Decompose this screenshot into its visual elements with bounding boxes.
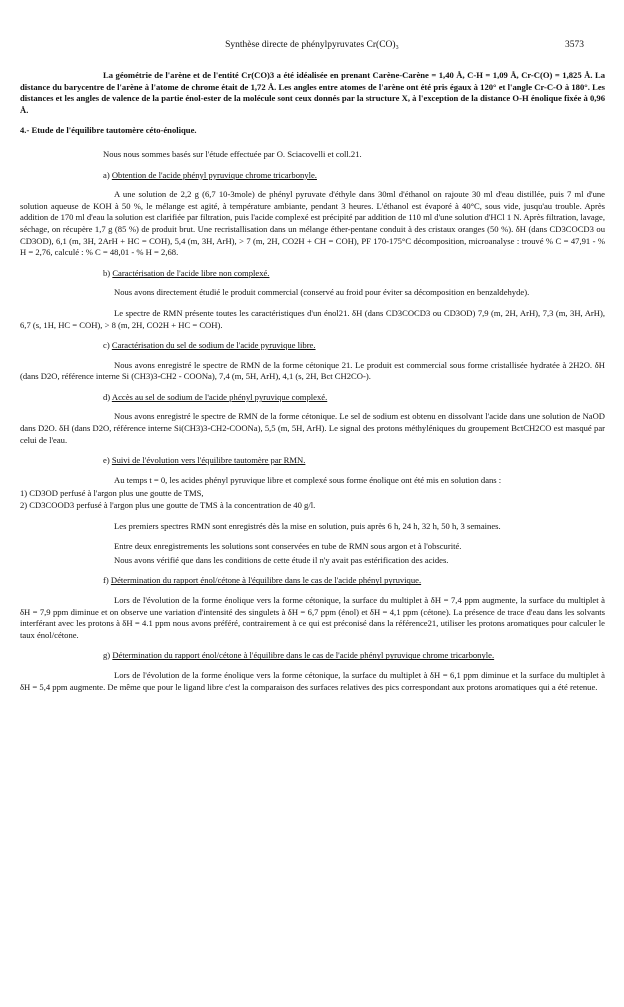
subsection-a-text: A une solution de 2,2 g (6,7 10-3mole) de phényl pyruvate d'éthyle dans 30ml d'éthanol on rajoute 30 ml d'eau distillée, puis 7 ml d'une solution aqueuse de KOH à 50 %, le mélange est agité, à température ambiante, pendant 3 heures. L'éthanol est évaporé à 40°C, sous vide, jusqu'au trouble. Après addition de 170 ml d'eau la solution est clarifiée par filtration, puis l'acide complexé est précipité par addition de 110 ml d'une solution d'HCl 1 N. Après filtration, lavage, séchage, on récupère 1,7 g (85 %) de produit brut. Une recristallisation dans un mélange éther-pentane conduit à des cristaux oranges (50 %). δH (dans CD3COCD3 ou CD3OD), 6,1 (m, 3H, 2ArH + HC = COH), 5,4 (m, 3H, ArH), > 7 (m, 2H, CO2H + CH = COH), PF 170-175°C décomposition, microanalyse : trouvé % C = 47,91 - % H = 2,76, calculé : % C = 48,01 - % H = 2,68. — [20, 189, 605, 258]
subsection-b-text2: Le spectre de RMN présente toutes les caractéristiques d'un énol21. δH (dans CD3COCD3 ou CD3OD) 7,9 (m, 2H, ArH), 7,3 (m, 3H, ArH), 6,7 (s, 1H, HC = COH), > 8 (m, 2H, CO2H + HC = COH). — [20, 307, 605, 330]
subsection-d-text: Nous avons enregistré le spectre de RMN de la forme cétonique. Le sel de sodium est obtenu en dissolvant l'acide dans une solution de NaOD dans D2O. δH (dans D2O, référence interne Si(CH3)3-CH2-COONa), 5,5 (m, 5H, ArH). Le signal des protons méthyléniques du groupement BctCH2CO est masqué par celui de l'eau. — [20, 411, 605, 445]
subsection-d-heading — [103, 392, 605, 404]
subsection-f-label: f) — [103, 575, 109, 586]
subsection-g-label: g) — [103, 650, 111, 661]
page-number: 3573 — [565, 40, 584, 50]
subsection-g-heading — [103, 650, 605, 662]
subsection-g-title: Détermination du rapport énol/cétone à l'équilibre dans le cas de l'acide phényl pyruvique chrome tricarbonyle. — [112, 650, 495, 661]
subsection-c-heading — [103, 340, 605, 352]
subsection-b-title: Caractérisation de l'acide libre non complexé. — [112, 267, 270, 278]
subsection-a-title: Obtention de l'acide phényl pyruvique chrome tricarbonyle. — [111, 169, 317, 180]
subsection-c-text: Nous avons enregistré le spectre de RMN de la forme cétonique 21. Le produit est commercial sous forme cristallisée hydratée à 2H2O. δH (dans D2O, référence interne Si (CH3)3-CH2 - COONa), 7,4 (m, 5H, ArH), 4,1 (s, 2H, Bct CH2CO-). — [20, 359, 605, 382]
subsection-e-text3: Entre deux enregistrements les solutions sont conservées en tube de RMN sous argon et à l'obscurité. — [114, 541, 462, 552]
header-title: Synthèse directe de phénylpyruvates Cr(CO)₃ — [225, 40, 399, 50]
subsection-e-title: Suivi de l'évolution vers l'équilibre tautomère par RMN. — [111, 455, 306, 466]
subsection-e-text1: Au temps t = 0, les acides phényl pyruvique libre et complexé sous forme énolique ont été mis en solution dans : — [114, 474, 502, 485]
body-text — [20, 70, 605, 702]
subsection-c-title: Caractérisation du sel de sodium de l'acide pyruvique libre. — [111, 340, 316, 351]
subsection-f-text: Lors de l'évolution de la forme énolique vers la forme cétonique, la surface du multiplet à δH = 7,4 ppm augmente, la surface du multiplet à δH = 7,9 ppm diminue et on observe une variation d'intensité des singulets à δH = 6,7 ppm (énol) et δH = 4,1 ppm (cétone). La présence de trace d'eau dans les solvants interférant avec les protons à δH = 4.1 ppm nous avons préféré, contrairement à ce qui est préconisé dans la référence21, utiliser les protons aromatiques pour calculer le taux énol/cétone. — [20, 595, 605, 640]
subsection-e-label: e) — [103, 455, 110, 466]
running-header — [0, 40, 624, 54]
paragraph-intro: Nous nous sommes basés sur l'étude effectuée par O. Sciacovelli et coll.21. — [103, 148, 362, 159]
subsection-b-label: b) — [103, 267, 111, 278]
subsection-b-heading — [103, 268, 605, 280]
subsection-b-text1: Nous avons directement étudié le produit commercial (conservé au froid pour éviter sa décomposition en benzaldehyde). — [114, 287, 530, 298]
section-heading-4: 4.- Etude de l'équilibre tautomère céto-énolique. — [20, 125, 197, 136]
subsection-f-title: Détermination du rapport énol/cétone à l'équilibre dans le cas de l'acide phényl pyruvique. — [110, 575, 422, 586]
subsection-f-heading — [103, 575, 605, 587]
paragraph-geometry: La géométrie de l'arène et de l'entité Cr(CO)3 a été idéalisée en prenant Carène-Carène = 1,40 Å, C-H = 1,09 Å, Cr-C(O) = 1,825 Å. La distance du barycentre de l'arène à l'atome de chrome était de 1,72 Å. Les angles entre atomes de l'arène ont été pris égaux à 120° et l'angle Cr-C-O à 180°. Les distances et les angles de valence de la partie énol-ester de la molécule sont ceux donnés par la structure X, à l'exception de la distance O-H énolique fixée à 0,96 Å. — [20, 70, 605, 115]
subsection-g-text: Lors de l'évolution de la forme énolique vers la forme cétonique, la surface du multiplet à δH = 6,1 ppm diminue et la surface du multiplet à δH = 5,4 ppm augmente. De même que pour le ligand libre c'est la comparaison des surfaces relatives des pics correspondant aux protons aromatiques qui a été retenue. — [20, 669, 605, 692]
subsection-d-title: Accès au sel de sodium de l'acide phényl pyruvique complexé. — [111, 391, 328, 402]
subsection-d-label: d) — [103, 391, 111, 402]
subsection-c-label: c) — [103, 340, 110, 351]
subsection-e-text2: Les premiers spectres RMN sont enregistrés dès la mise en solution, puis après 6 h, 24 h, 32 h, 50 h, 3 semaines. — [114, 520, 501, 531]
subsection-e-heading — [103, 455, 605, 467]
subsection-a-label: a) — [103, 169, 110, 180]
subsection-e-item1: 1) CD3OD perfusé à l'argon plus une goutte de TMS, — [20, 488, 204, 499]
subsection-a-heading — [103, 170, 605, 182]
subsection-e-item2: 2) CD3COOD3 perfusé à l'argon plus une goutte de TMS à la concentration de 40 g/l. — [20, 500, 316, 511]
subsection-e-text4: Nous avons vérifié que dans les conditions de cette étude il n'y avait pas estérification des acides. — [114, 554, 449, 565]
